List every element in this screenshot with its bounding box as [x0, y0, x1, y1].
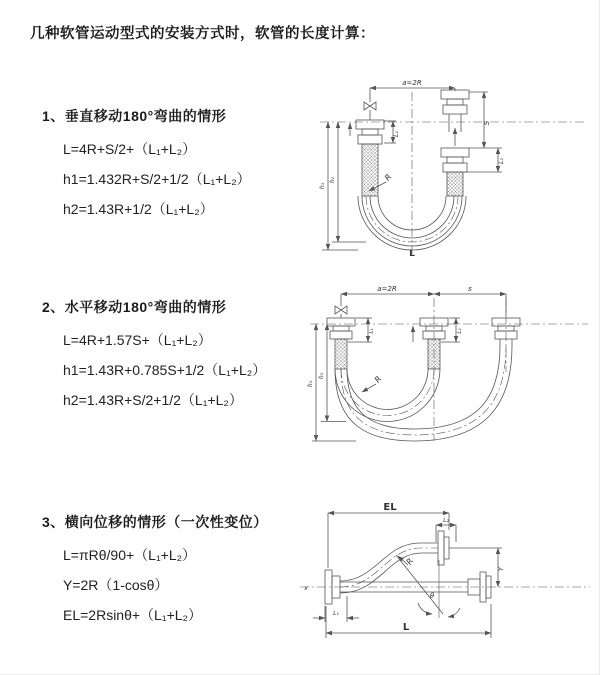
valve-icon	[364, 88, 376, 120]
label-L: L	[409, 249, 415, 258]
dimension-L1	[313, 596, 359, 622]
label-s: s	[468, 285, 472, 293]
right-flange-upper	[441, 90, 469, 132]
dimension-Y	[449, 548, 502, 587]
label-EL: EL	[383, 502, 397, 513]
left-flange	[356, 120, 384, 144]
section-3	[42, 512, 342, 630]
label-x-marker: x	[304, 585, 308, 592]
centerlines	[310, 298, 588, 441]
dimension-S	[469, 92, 502, 148]
label-L: L	[402, 622, 410, 633]
section-2-formula-h1: h1=1.43R+0.785S+1/2（L₁+L₂）	[63, 362, 267, 378]
valve-icon	[335, 302, 347, 318]
section-1-formula-L: L=4R+S/2+（L₁+L₂）	[63, 141, 197, 157]
braided-hose-left	[335, 339, 347, 369]
label-Y: Y	[497, 566, 505, 572]
dimension-h1	[322, 122, 358, 250]
section-2	[42, 297, 342, 415]
diagram-lateral-displacement	[298, 500, 594, 648]
dimension-a2R	[341, 294, 506, 316]
radius-leader	[362, 384, 376, 392]
section-3-formula-EL: EL=2Rsinθ+（L₁+L₂）	[63, 607, 202, 623]
braided-hose-right	[447, 172, 463, 196]
section-2-heading: 2、水平移动180°弯曲的情形	[42, 299, 227, 315]
dimension-L2	[464, 148, 502, 172]
label-h1: h₁	[319, 182, 326, 190]
section-3-formula-Y: Y=2R（1-cosθ）	[63, 577, 169, 593]
angle-theta-construction	[396, 555, 460, 618]
dimension-EL	[328, 513, 449, 568]
page-title: 几种软管运动型式的安装方式时，软管的长度计算：	[30, 26, 375, 42]
hose-u-position2	[335, 346, 512, 441]
right-upper-flange	[438, 531, 449, 565]
label-L2: L₂	[457, 328, 463, 334]
diagram-lateral-displacement-svg	[298, 500, 594, 648]
section-3-heading: 3、横向位移的情形（一次性变位）	[42, 514, 268, 530]
label-a2R: a=2R	[402, 79, 422, 87]
section-1-formula-h1: h1=1.432R+S/2+1/2（L₁+L₂）	[63, 171, 251, 187]
braided-hose-left	[362, 144, 378, 196]
diagram-horizontal-bend-svg	[306, 284, 592, 450]
label-R: R	[372, 374, 384, 385]
label-R: R	[404, 556, 416, 567]
section-1	[42, 106, 342, 224]
label-S: S	[483, 120, 491, 126]
left-flange	[327, 318, 355, 339]
dimension-h2	[332, 122, 366, 242]
hose-displaced-position	[340, 543, 438, 593]
label-h2: h₂	[318, 372, 325, 380]
label-h2: h₂	[329, 176, 336, 184]
section-2-formula-h2: h2=1.43R+S/2+1/2（L₁+L₂）	[63, 392, 243, 408]
section-1-formula-h2: h2=1.43R+1/2（L₁+L₂）	[63, 201, 214, 217]
diagram-horizontal-bend	[306, 284, 592, 450]
dimension-a2R	[370, 88, 455, 91]
label-R: R	[382, 172, 394, 183]
label-L2: L₂	[498, 158, 505, 164]
section-3-formula-L: L=πRθ/90+（L₁+L₂）	[63, 547, 197, 563]
label-L1: L₁	[369, 328, 375, 334]
braided-hose-middle	[428, 339, 440, 369]
dimension-L2	[436, 525, 456, 542]
label-h1: h₁	[307, 380, 314, 388]
section-2-formula-L: L=4R+1.57S+（L₁+L₂）	[63, 332, 212, 348]
section-1-heading: 1、垂直移动180°弯曲的情形	[42, 108, 227, 124]
right-flange-lower	[441, 148, 469, 172]
diagram-vertical-bend	[312, 76, 592, 258]
diagram-vertical-bend-svg	[312, 76, 592, 258]
label-L1: L₁	[333, 610, 339, 617]
label-L2: L₂	[443, 517, 449, 524]
label-a2R: a=2R	[377, 285, 397, 293]
label-L1: L₁	[393, 131, 400, 137]
label-theta: θ	[429, 592, 435, 600]
